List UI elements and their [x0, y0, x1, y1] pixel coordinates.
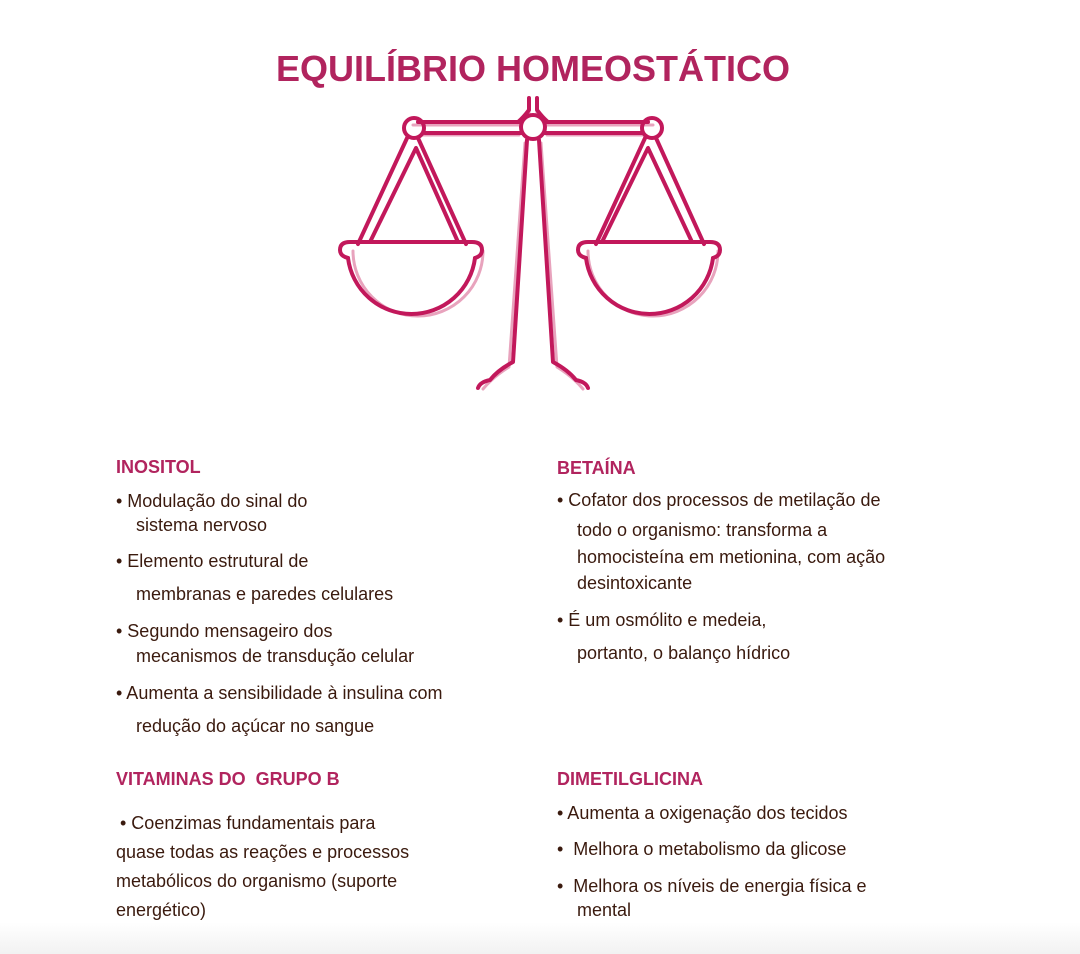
list-item: • Melhora o metabolismo da glicose: [557, 839, 847, 859]
page-title: EQUILÍBRIO HOMEOSTÁTICO: [275, 48, 790, 89]
section-heading: INOSITOL: [116, 457, 201, 477]
balance-scale-icon: [330, 96, 730, 401]
list-item: todo o organismo: transforma a: [577, 520, 828, 540]
list-item: • Segundo mensageiro dos: [116, 621, 333, 641]
section-heading: DIMETILGLICINA: [557, 769, 703, 789]
list-item: • Aumenta a sensibilidade à insulina com: [116, 683, 443, 703]
list-item: mental: [577, 900, 632, 920]
section-heading: BETAÍNA: [557, 458, 636, 478]
list-item: • Modulação do sinal do: [116, 491, 308, 511]
list-item: desintoxicante: [577, 573, 693, 593]
list-item: • Aumenta a oxigenação dos tecidos: [557, 803, 848, 823]
list-item: energético): [116, 900, 207, 920]
list-item: homocisteína em metionina, com ação: [577, 547, 886, 567]
list-item: portanto, o balanço hídrico: [577, 643, 791, 663]
list-item: mecanismos de transdução celular: [136, 646, 415, 666]
list-item: quase todas as reações e processos: [116, 842, 410, 862]
list-item: membranas e paredes celulares: [136, 584, 394, 604]
section-heading: VITAMINAS DO GRUPO B: [116, 769, 340, 789]
list-item: • Melhora os níveis de energia física e: [557, 876, 867, 896]
list-item: sistema nervoso: [136, 515, 268, 535]
section-vitaminas: [116, 768, 340, 790]
list-item: • Coenzimas fundamentais para: [120, 813, 376, 833]
section-inositol: [116, 456, 201, 478]
list-item: redução do açúcar no sangue: [136, 716, 375, 736]
list-item: • É um osmólito e medeia,: [557, 610, 767, 630]
list-item: • Cofator dos processos de metilação de: [557, 490, 881, 510]
list-item: • Elemento estrutural de: [116, 551, 309, 571]
section-betaina: [557, 457, 636, 479]
bottom-fade: [0, 922, 1080, 954]
section-dimetilglicina: [557, 768, 703, 790]
list-item: metabólicos do organismo (suporte: [116, 871, 398, 891]
